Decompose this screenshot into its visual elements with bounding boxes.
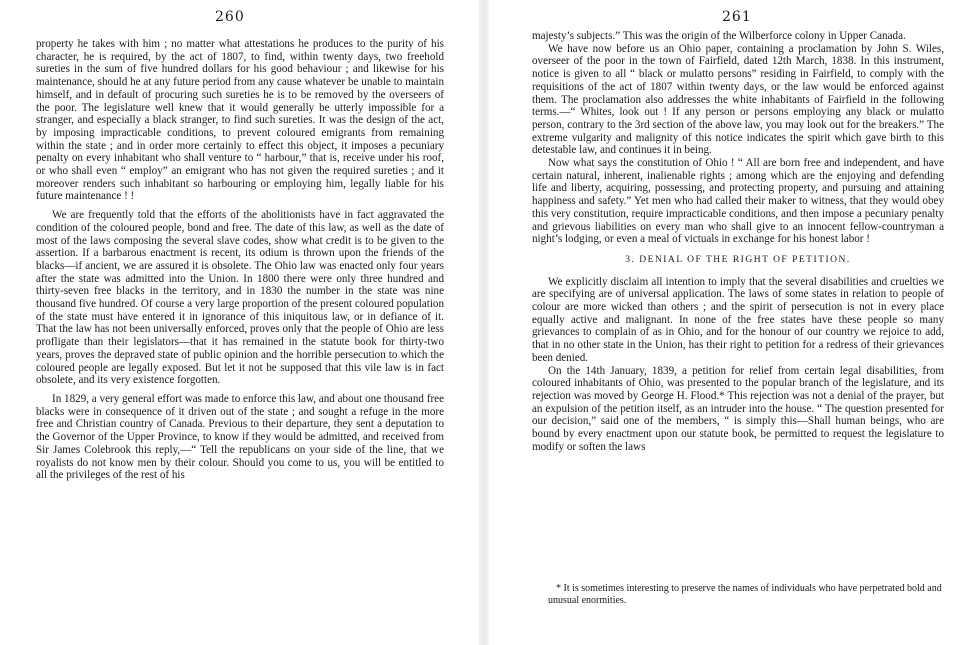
right-paragraph-2: We have now before us an Ohio paper, containing a proclamation by John S. Wiles, overseer of the poor in the town of Fairfield, dated 12th March, 1838. In this instrument, notice is given to all “ black or mulatto persons” residing in Fairfield, to comply with the requisitions of the act of 1807 within twenty days, or the law would be enforced against them. The proclamation also addresses the white inhabitants of Fairfield in the following terms.—“ Whites, look out ! If any person or persons employing any black or mulatto person, contrary to the 3rd section of the above law, you may look out for the breakers.” The extreme vulgarity and malignity of this notice indicates the spirit which gave birth to this detestable law, and continues it in being. (532, 42, 944, 157)
section-heading: 3. DENIAL OF THE RIGHT OF PETITION. (625, 254, 851, 265)
right-page (490, 0, 980, 645)
left-paragraph-3: In 1829, a very general effort was made to enforce this law, and about one thousand free blacks were in consequence of it driven out of the state ; and sought a refuge in the more free and Christian country of Canada. Previous to their departure, they sent a deputation to the Governor of the Upper Province, to know if they would be admitted, and received from Sir James Colebrook this reply,—“ Tell the republicans on your side of the line, that we royalists do not know men by their colour. Should you come to us, you will be entitled to all the privileges of the rest of his (36, 392, 444, 482)
left-paragraph-2: We are frequently told that the efforts of the abolitionists have in fact aggravated the condition of the coloured people, bond and free. The date of this law, as well as the date of most of the laws composing the several slave codes, show what credit is to be given to the assertion. If a barbarous enactment is recent, its odium is thrown upon the friends of the blacks—if ancient, we are assured it is obsolete. The Ohio law was enacted only four years after the state was admitted into the Union. In 1800 there were only three hundred and thirty-seven free blacks in the territory, and in 1830 the number in the state was nine thousand five hundred. Of course a very large proportion of the present coloured population of the state must have entered it in ignorance of this iniquitous law, or in defiance of it. That the law has not been universally enforced, proves only that the people of Ohio are less profligate than their legislators—that it has remained in the statute book for thirty-two years, proves the depraved state of public opinion and the horrible persecution to which the coloured people are legally exposed. But let it not be supposed that this vile law is in fact obsolete, and its very existence forgotten. (36, 209, 444, 387)
footnote: * It is sometimes interesting to preserve the names of individuals who have perpetrated bold and unusual enormities. (548, 583, 942, 606)
right-paragraph-3: Now what says the constitution of Ohio ! “ All are born free and independent, and have certain natural, inherent, inalienable rights ; among which are the enjoying and defending life and liberty, acquiring, possessing, and protecting property, and pursuing and attaining happiness and safety.” Yet men who had called their maker to witness, that they would obey this very constitution, require impracticable conditions, and then impose a pecuniary penalty and grievous liabilities on every man who shall give to an innocent fellow-countryman a night’s lodging, or even a meal of victuals in exchange for his honest labor ! (532, 157, 944, 246)
section-paragraph-1: We explicitly disclaim all intention to imply that the several disabilities and cruelties we are specifying are of universal application. The laws of some states in relation to people of colour are more wicked than others ; and the spirit of persecution is not in every place equally active and malignant. In none of the free states have these people so many grievances to complain of as in Ohio, and for the honour of our country we rejoice to add, that in no other state in the Union, has their right to petition for a redress of their grievances been denied. (532, 275, 944, 364)
book-gutter (479, 0, 489, 645)
left-page-body (36, 38, 444, 482)
left-page-number: 260 (215, 9, 245, 25)
left-paragraph-1: property he takes with him ; no matter what attestations he produces to the purity of his character, he is required, by the act of 1807, to find, within twenty days, two freehold sureties in the sum of five hundred dollars for his good behaviour ; and likewise for his maintenance, should he at any future period from any cause whatever be unable to maintain himself, and in default of procuring such sureties he is to be removed by the overseers of the poor. The legislature well knew that it would generally be utterly impossible for a stranger, and especially a black stranger, to find such sureties. It was the design of the act, by imposing impracticable conditions, to prevent coloured emigrants from remaining within the state ; and in order more certainly to effect this object, it imposes a pecuniary penalty on every inhabitant who shall venture to “ harbour,” that is, receive under his roof, or who shall even “ employ” an emigrant who has not given the required sureties ; and it moreover renders such inhabitant so harbouring or employing him, legally liable for his future maintenance ! ! (36, 38, 444, 203)
right-page-number: 261 (722, 9, 752, 25)
right-page-body (532, 30, 944, 454)
section-paragraph-2: On the 14th January, 1839, a petition for relief from certain legal disabilities, from coloured inhabitants of Ohio, was presented to the popular branch of the legislature, and its rejection was moved by George H. Flood.* This rejection was not a denial of the prayer, but an expulsion of the petition itself, as an intruder into the house. “ The question presented for our decision,” said one of the members, “ is simply this—Shall human beings, who are bound by every enactment upon our statute book, be permitted to request the legislature to modify or soften the laws (532, 364, 944, 453)
right-paragraph-1: majesty’s subjects.” This was the origin of the Wilberforce colony in Upper Canada. (532, 30, 906, 42)
left-page (0, 0, 478, 645)
